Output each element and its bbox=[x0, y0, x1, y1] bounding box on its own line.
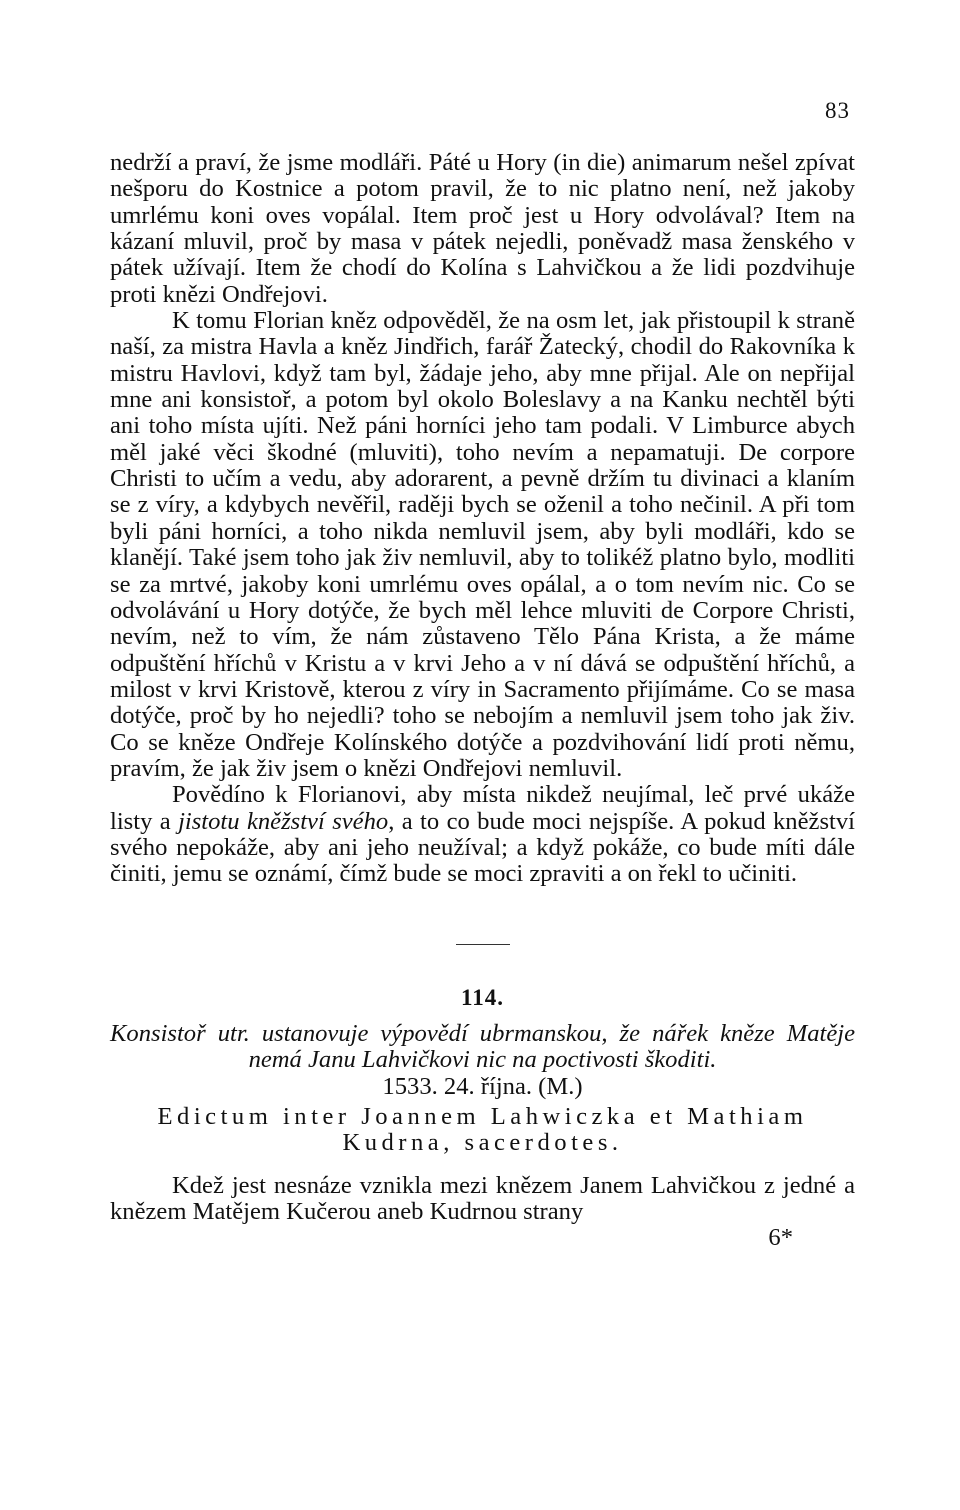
document-summary: Konsistoř utr. ustanovuje výpovědí ubrmanskou, že nářek kněze Matěje nemá Janu Lahvičkovi nic na poctivosti škoditi. bbox=[110, 1019, 855, 1074]
edictum-title-line-2: Kudrna, sacerdotes. bbox=[342, 1129, 623, 1157]
edictum-title-line-1: Edictum inter Joannem Lahwiczka et Mathiam bbox=[157, 1103, 808, 1130]
document-text: Kdež jest nesnáze vznikla mezi knězem Janem Lahvičkou z jedné a knězem Matějem Kučerou aneb Kudrnou strany bbox=[110, 1171, 855, 1226]
paragraph-3-text-a: Povědíno k Florianovi, aby místa nikdež neujímal, leč prvé ukáže listy a bbox=[110, 781, 855, 835]
paragraph-3-text-b: , a to co bude moci nejspíše. A pokud kněžství svého nepokáže, aby ani jeho neužíval; a když pokáže, co bude míti dále činiti, jemu se oznámí, čímž bude se moci zpraviti a on řekl to učiniti. bbox=[110, 807, 855, 888]
section-divider bbox=[456, 944, 510, 945]
signature-mark: 6* bbox=[768, 1224, 793, 1252]
page-body bbox=[110, 150, 855, 1252]
document-date: 1533. 24. října. (M.) bbox=[382, 1072, 583, 1100]
paragraph-3-italic: jistotu kněžství svého bbox=[178, 807, 389, 835]
page-number: 83 bbox=[825, 98, 850, 123]
document-number: 114. bbox=[461, 984, 504, 1010]
paragraph-2: K tomu Florian kněz odpověděl, že na osm let, jak přistoupil k straně naší, za mistra Havla a kněz Jindřich, farář Žatecký, chodil do Rakovníka k mistru Havlovi, když tam byl, žádaje jeho, aby mne přijal. Ale on nepřijal mne ani konsistoř, a potom byl okolo Boleslavy a na Kanku nechtěl býti ani toho místa ujíti. Než páni horníci jeho tam podali. V Limburce abych měl jaké věci škodné (mluviti), toho nevím a nepamatuji. De corpore Christi to učím a vedu, aby adorarent, a pevně držím tu divinaci a klaním se z víry, a kdybych nevěřil, raději bych se oženil a toho nečinil. A při tom byli páni horníci, a toho nikda nemluvil jsem, aby byli modláři, kdo se klanějí. Také jsem toho jak živ nemluvil, aby to tolikéž platno bylo, modliti se za mrtvé, jakoby koni umrlému oves opálal, a o tom nevím nic. Co se odvolávání u Hory dotýče, že bych měl lehce mluviti de Corpore Christi, nevím, než to vím, že nám zůstaveno Tělo Pána Krista, a že máme odpuštění hříchů v Kristu a v krvi Jeho a v ní dává se odpuštění hříchů, a milost v krvi Kristově, kterou z víry in Sacramento přijímáme. Co se masa dotýče, proč by ho nejedli? toho se nebojím a nemluvil jsem toho jak živ. Co se kněze Ondřeje Kolínského dotýče a pozdvihování lidí proti němu, pravím, že jak živ jsem o knězi Ondřejovi nemluvil. bbox=[110, 307, 855, 782]
paragraph-3 bbox=[110, 782, 855, 887]
paragraph-1: nedrží a praví, že jsme modláři. Páté u Hory (in die) animarum nešel zpívat nešporu do Kostnice a potom pravil, že to nic platno není, než jakoby umrlému koni oves vopálal. Item proč jest u Hory odvolával? Item na kázaní mluvil, proč by masa v pátek nejedli, poněvadž masa ženského v pátek užívají. Item že chodí do Kolína s Lahvičkou a že lidi pozdvihuje proti knězi Ondřejovi. bbox=[110, 149, 855, 308]
